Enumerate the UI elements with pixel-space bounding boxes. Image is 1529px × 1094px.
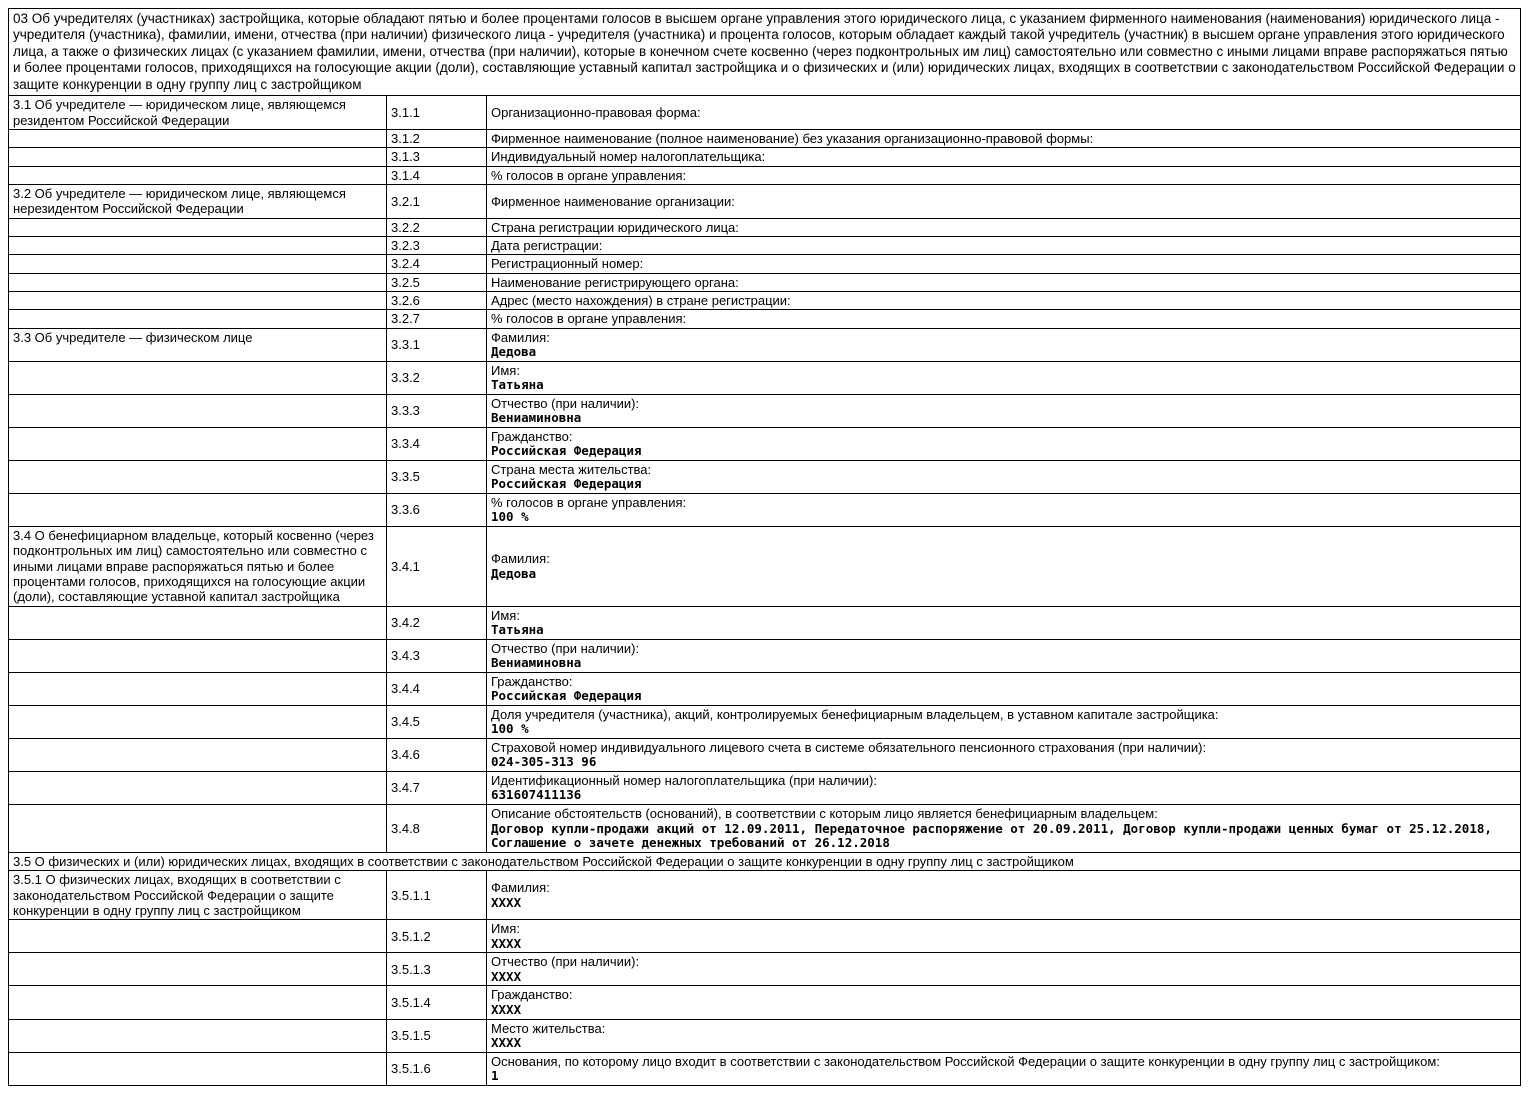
item-number-cell: 3.3.6 [387,494,487,527]
field-value: XXXX [491,968,522,984]
table-row [9,460,1521,493]
section-cell [9,986,387,1019]
field-value: Дедова [491,343,537,359]
field-label: Доля учредителя (участника), акций, контролируемых бенефициарным владельцем, в уставном капитале застройщика: [491,706,1219,722]
field-value: 1 [491,1067,499,1083]
item-number-cell: 3.2.1 [387,184,487,218]
section-cell [9,273,387,291]
field-label: Страна места жительства: [491,461,652,477]
section-cell [9,394,387,427]
item-number-cell: 3.4.7 [387,772,487,805]
table-row [9,184,1521,218]
item-number-cell: 3.4.3 [387,639,487,672]
item-content-cell [487,639,1521,672]
table-row [9,1019,1521,1052]
table-row [9,166,1521,184]
section-cell [9,236,387,254]
section-cell [9,1019,387,1052]
document-page [8,8,1521,1086]
field-label: % голосов в органе управления: [491,495,687,510]
field-label: Основания, по которому лицо входит в соответствии с законодательством Российской Федерации о защите конкуренции в одну группу лиц с застройщиком: [491,1053,1440,1069]
table-row [9,130,1521,148]
item-content-cell [487,1052,1521,1085]
item-content-cell [487,739,1521,772]
item-content-cell [487,920,1521,953]
item-content-cell [487,361,1521,394]
field-value: XXXX [491,894,522,910]
field-value: 024-305-313 96 [491,754,597,770]
field-value: Договор купли-продажи акций от 12.09.2011, Передаточное распоряжение от 20.09.2011, Договор купли-продажи ценных бумаг от 25.12.2018, Соглашение о зачете денежных требований от 26.12.2018 [491,820,1492,851]
field-value: Вениаминовна [491,655,582,671]
field-label: Фамилия: [491,880,550,896]
item-number-cell: 3.2.4 [387,255,487,273]
item-number-cell: 3.3.4 [387,427,487,460]
section-cell [9,772,387,805]
section-cell: 3.3 Об учредителе — физическом лице [9,328,387,361]
section-cell [9,460,387,493]
table-row [9,606,1521,639]
table-row [9,672,1521,705]
section-cell [9,166,387,184]
item-content-cell [487,460,1521,493]
section-cell [9,705,387,738]
item-number-cell: 3.2.2 [387,218,487,236]
item-number-cell: 3.5.1.6 [387,1052,487,1085]
item-number-cell: 3.3.1 [387,328,487,361]
item-number-cell: 3.4.5 [387,705,487,738]
section-cell [9,148,387,166]
section-cell: 3.4 О бенефициарном владельце, который косвенно (через подконтрольных им лиц) самостоятельно или совместно с иными лицами вправе распоряжаться пятью и более процентами голосов, приходящихся на голосующие акции (доли), составляющие уставной капитал застройщика [9,527,387,607]
section-cell [9,1052,387,1085]
field-label: Идентификационный номер налогоплательщика (при наличии): [491,773,877,789]
field-label: Имя: [491,921,520,937]
item-number-cell: 3.3.3 [387,394,487,427]
section-cell [9,361,387,394]
item-content-cell [487,291,1521,309]
field-value: Российская Федерация [491,688,642,704]
table-row [9,739,1521,772]
table-row [9,772,1521,805]
field-label: Страна регистрации юридического лица: [491,219,739,235]
field-value: XXXX [491,935,522,951]
item-number-cell: 3.2.6 [387,291,487,309]
field-value: 100 % [491,721,529,737]
section-cell [9,130,387,148]
table-row [9,805,1521,853]
item-content-cell [487,166,1521,184]
field-value: XXXX [491,1034,522,1050]
field-label: Гражданство: [491,428,573,444]
field-value: XXXX [491,1001,522,1017]
field-label: % голосов в органе управления: [491,311,687,327]
table-row [9,427,1521,460]
table-row [9,236,1521,254]
table-row [9,310,1521,328]
field-label: Дата регистрации: [491,237,603,253]
item-content-cell [487,606,1521,639]
field-value: Российская Федерация [491,443,642,459]
section-cell: 3.1 Об учредителе — юридическом лице, являющемся резидентом Российской Федерации [9,96,387,130]
table-row [9,255,1521,273]
item-content-cell [487,148,1521,166]
item-content-cell [487,527,1521,607]
field-value: 100 % [491,509,529,525]
field-label: Гражданство: [491,987,573,1003]
field-value: Российская Федерация [491,476,642,492]
table-row [9,291,1521,309]
table-row [9,986,1521,1019]
item-number-cell: 3.2.7 [387,310,487,328]
field-label: % голосов в органе управления: [491,167,687,183]
table-row [9,218,1521,236]
table-row [9,920,1521,953]
section-cell [9,953,387,986]
table-row [9,871,1521,920]
table-row [9,96,1521,130]
item-number-cell: 3.2.5 [387,273,487,291]
item-content-cell [487,255,1521,273]
item-number-cell: 3.5.1.5 [387,1019,487,1052]
item-content-cell [487,805,1521,853]
field-label: Отчество (при наличии): [491,640,640,656]
section-cell [9,427,387,460]
table-row [9,953,1521,986]
item-content-cell [487,871,1521,920]
item-number-cell: 3.5.1.3 [387,953,487,986]
table-row [9,148,1521,166]
field-label: Гражданство: [491,673,573,689]
field-value: Татьяна [491,377,544,393]
item-content-cell [487,273,1521,291]
item-content-cell [487,218,1521,236]
item-number-cell: 3.3.5 [387,460,487,493]
item-content-cell [487,310,1521,328]
item-number-cell: 3.2.3 [387,236,487,254]
section-full-row: 3.5 О физических и (или) юридических лицах, входящих в соответствии с законодательством Российской Федерации о защите конкуренции в одну группу лиц с застройщиком [9,853,1521,871]
section-cell [9,310,387,328]
item-number-cell: 3.5.1.1 [387,871,487,920]
field-value: 631607411136 [491,787,582,803]
section-cell: 3.5.1 О физических лицах, входящих в соответствии с законодательством Российской Федерации о защите конкуренции в одну группу лиц с застройщиком [9,871,387,920]
field-value: Дедова [491,565,537,581]
item-number-cell: 3.1.1 [387,96,487,130]
field-label: Фирменное наименование (полное наименование) без указания организационно-правовой формы: [491,131,1094,146]
founders-table-body [9,96,1521,1085]
field-label: Имя: [491,362,520,378]
section-cell: 3.2 Об учредителе — юридическом лице, являющемся нерезидентом Российской Федерации [9,184,387,218]
item-content-cell [487,184,1521,218]
field-value: Татьяна [491,622,544,638]
field-label: Описание обстоятельств (оснований), в соответствии с которым лицо является бенефициарным владельцем: [491,806,1158,822]
field-label: Отчество (при наличии): [491,395,640,411]
field-label: Имя: [491,607,520,623]
item-content-cell [487,1019,1521,1052]
field-label: Регистрационный номер: [491,256,644,272]
item-number-cell: 3.4.1 [387,527,487,607]
section-cell [9,805,387,853]
item-number-cell: 3.3.2 [387,361,487,394]
field-label: Фамилия: [491,551,550,567]
item-content-cell [487,130,1521,148]
item-content-cell [487,236,1521,254]
section-cell [9,606,387,639]
founders-table [8,95,1521,1085]
field-label: Фамилия: [491,329,550,345]
section-cell [9,218,387,236]
table-row [9,527,1521,607]
item-content-cell [487,986,1521,1019]
item-number-cell: 3.1.2 [387,130,487,148]
item-content-cell [487,953,1521,986]
item-number-cell: 3.4.4 [387,672,487,705]
item-content-cell [487,705,1521,738]
table-row [9,394,1521,427]
field-label: Индивидуальный номер налогоплательщика: [491,149,766,165]
item-content-cell [487,494,1521,527]
table-row [9,273,1521,291]
item-number-cell: 3.5.1.4 [387,986,487,1019]
item-content-cell [487,772,1521,805]
field-label: Отчество (при наличии): [491,954,640,970]
section-03-header: 03 Об учредителях (участниках) застройщика, которые обладают пятью и более процентами голосов в высшем органе управления этого юридического лица, с указанием фирменного наименования (наименования) юридического лица - учредителя (участника), фамилии, имени, отчества (при наличии) физического лица - учредителя (участника) и процента голосов, которым обладает каждый такой учредитель (участник) в высшем органе управления этого юридического лица, а также о физических лицах (с указанием фамилии, имени, отчества (при наличии), которые в конечном счете косвенно (через подконтрольных им лиц) самостоятельно или совместно с иными лицами вправе распоряжаться пятью и более процентами голосов, приходящихся на голосующие акции (доли), составляющие уставный капитал застройщика и о физических и (или) юридических лицах, входящих в соответствии с законодательством Российской Федерации о защите конкуренции в одну группу лиц с застройщиком [8,8,1521,96]
item-content-cell [487,96,1521,130]
section-cell [9,639,387,672]
field-label: Адрес (место нахождения) в стране регистрации: [491,292,791,308]
section-cell [9,739,387,772]
section-cell [9,291,387,309]
table-row [9,705,1521,738]
item-number-cell: 3.5.1.2 [387,920,487,953]
table-row [9,494,1521,527]
section-cell [9,255,387,273]
section-cell [9,494,387,527]
field-label: Организационно-правовая форма: [491,105,701,120]
field-label: Место жительства: [491,1020,606,1036]
item-content-cell [487,672,1521,705]
field-label: Страховой номер индивидуального лицевого счета в системе обязательного пенсионного страхования (при наличии): [491,740,1207,756]
item-number-cell: 3.4.2 [387,606,487,639]
table-row [9,361,1521,394]
table-row [9,853,1521,871]
field-label: Наименование регистрирующего органа: [491,274,739,290]
table-row [9,1052,1521,1085]
section-cell [9,920,387,953]
field-value: Вениаминовна [491,410,582,426]
table-row [9,328,1521,361]
item-number-cell: 3.4.6 [387,739,487,772]
section-cell [9,672,387,705]
item-content-cell [487,394,1521,427]
item-number-cell: 3.1.4 [387,166,487,184]
table-row [9,639,1521,672]
item-content-cell [487,328,1521,361]
item-number-cell: 3.4.8 [387,805,487,853]
field-label: Фирменное наименование организации: [491,193,735,209]
item-number-cell: 3.1.3 [387,148,487,166]
item-content-cell [487,427,1521,460]
